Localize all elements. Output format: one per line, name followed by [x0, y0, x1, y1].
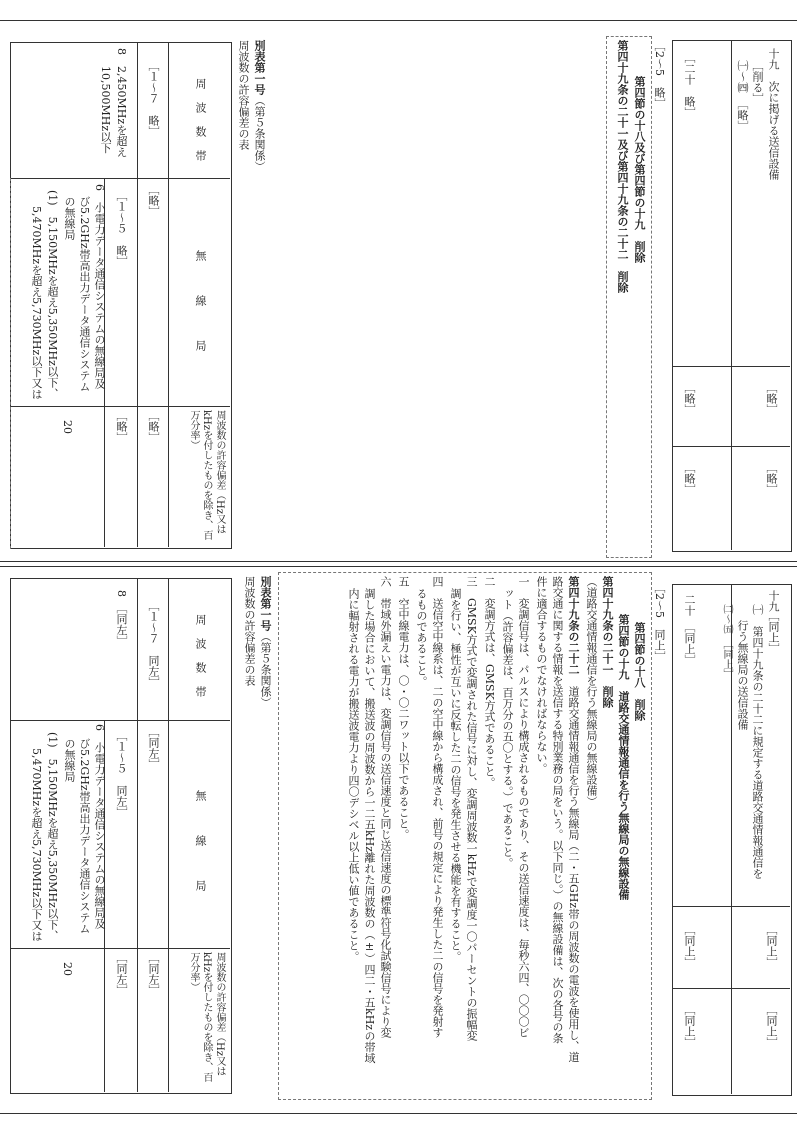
top-row-divider [731, 40, 732, 550]
bottom-20-v3: ［同上］ [683, 1004, 696, 1048]
bottom-row-1-7-v2: ［同左］ [147, 726, 160, 770]
bottom-art-49-22-line1 [566, 576, 580, 1062]
top-20-v3: ［略］ [683, 462, 696, 495]
bottom-art-49-22-head: 第四十九条の二十二 [567, 576, 580, 675]
top-tbl-header-line [168, 42, 169, 547]
bottom-item-3b: 調を行い、極性が互いに反転した二の信号を発生させる機能を有すること。 [449, 588, 462, 962]
bottom-item-1a: 一 変調信号は、パルスにより構成されるものであり、その送信速度は、毎秒六四、〇〇〇ビ [517, 576, 530, 1038]
bottom-row-8-6-b: び5.2GHz帯高出力データ通信システム [78, 738, 91, 934]
bottom-tbl-header-line [168, 578, 169, 1092]
top-20-label: ［二十 略］ [683, 52, 696, 118]
top-tbl-dash [10, 178, 11, 549]
top-row-1-7-v2: ［略］ [147, 184, 160, 217]
bottom-header-tol: 周波数の許容偏差（Hz又はkHzを付したものを除き、百万分率） [188, 952, 225, 1083]
top-appendix-sub: 周波数の許容偏差の表 [237, 40, 250, 150]
bottom-row-1-7: ［１〜７ 同左］ [147, 600, 160, 688]
bottom-appendix-heading [258, 576, 272, 708]
bottom-appendix-title: 別表第一号 [259, 576, 272, 631]
top-row-8-6-1-b: 5,470MHzを超え5,730MHz以下又は [30, 206, 43, 400]
top-row-8-1-5: ［１〜５ 略］ [115, 190, 128, 267]
top-border [0, 20, 797, 21]
bottom-item-1b: ット（許容偏差は、百万分の五〇とする。）であること。 [501, 588, 514, 869]
bottom-item-6a: 六 帯域外漏えい電力は、変調信号の送信速度と同じ送信速度の標準符号化試験信号により変 [379, 576, 392, 1038]
bottom-art-49-22-text3: 件に適合するものでなければならない。 [535, 576, 548, 774]
top-19-title: 十九 次に掲げる送信設備 [767, 48, 780, 180]
bottom-row-8-6-1-tol: 20 [61, 962, 74, 976]
top-19-del: ［削る］ [751, 60, 764, 104]
top-row-8-6-a: 6 小電力データ通信システムの無線局及 [93, 184, 106, 389]
bottom-row-8-6-a: 6 小電力データ通信システムの無線局及 [93, 724, 106, 929]
bottom-art-2-5: ［2〜5 同上］ [653, 582, 666, 662]
top-header-freq: 周 波 数 帯 [194, 78, 207, 162]
top-row-8-1-5-v3: ［略］ [115, 410, 128, 443]
bottom-item-4b: るものであること。 [415, 588, 428, 687]
top-tbl-col2 [10, 406, 230, 407]
bottom-row-8-num: 8 ［同左］ [115, 590, 128, 647]
top-tbl-row1-line [137, 42, 138, 547]
top-appendix-heading [252, 40, 266, 172]
top-19-v2: ［略］ [765, 382, 778, 415]
bottom-row-h1 [672, 906, 790, 907]
bottom-row-8-6-c: の無線局 [63, 738, 76, 782]
bottom-tbl-col2 [10, 948, 230, 949]
bottom-tbl-col1 [10, 720, 230, 721]
bottom-19-line2: 行う無線局の送信設備 [736, 620, 749, 730]
top-row-h1 [672, 366, 790, 367]
bottom-sec-19: 第四節の十九 道路交通情報通信を行う無線局の無線設備 [617, 614, 630, 900]
bottom-20-v2: ［同上］ [683, 924, 696, 968]
top-20-v2: ［略］ [683, 382, 696, 415]
bottom-row-8-6-1-a: (1) 5,150MHzを超え5,350MHz以下、 [46, 732, 59, 941]
top-row-8-6-1-a: (1) 5,150MHzを超え5,350MHz以下、 [46, 190, 59, 399]
bottom-header-freq: 周 波 数 帯 [194, 614, 207, 698]
bottom-row-8-1-5: ［１〜５ 同左］ [115, 730, 128, 818]
mid-border-1 [0, 561, 797, 562]
bottom-art-49-22-note: （道路交通情報通信を行う無線局の無線設備） [585, 576, 598, 807]
top-tbl-col1 [10, 178, 230, 179]
top-19-v3: ［略］ [765, 462, 778, 495]
top-row-8-6-1-tol: 20 [61, 420, 74, 434]
bottom-19-same: ［同上］ [767, 610, 780, 654]
top-art-2-5: ［2〜5 略］ [653, 40, 666, 109]
top-row-8-num: 8 [115, 48, 128, 55]
bottom-item-2: 二 変調方式は、GMSK方式であること。 [483, 576, 496, 788]
top-19-sub: ㈠〜㈣ ［略］ [736, 60, 749, 132]
bottom-tbl-row1-line [137, 578, 138, 1092]
bottom-item-4a: 四 送信空中線系は、二の空中線から構成され、前号の規定により発生した二の信号を発射す [431, 576, 444, 1038]
bottom-19-title: 十九 [767, 590, 780, 612]
top-row-1-7-v3: ［略］ [147, 410, 160, 443]
bottom-row-1-7-v3: ［同左］ [147, 952, 160, 996]
top-row-8-freq-b: 10,500MHz以下 [99, 66, 112, 154]
bottom-item-5: 五 空中線電力は、〇・〇二ワット以下であること。 [397, 576, 410, 840]
bottom-row-h2 [672, 988, 790, 989]
bottom-appendix-ref: （第５条関係） [259, 631, 272, 708]
bottom-item-3a: 三 GMSK方式で変調された信号に対し、変調周波数一kHzで変調度一〇パーセントの振幅変 [465, 576, 478, 1041]
bottom-art-49-22-text2: 路交通に関する情報を送信する特別業務の局をいう。以下同じ。）の無線設備は、次の各号の条 [551, 576, 564, 1044]
top-row-8-freq-a: 2,450MHzを超え [115, 66, 128, 158]
top-row-8-6-c: の無線局 [63, 196, 76, 240]
bottom-art-49-22-text1: 道路交通情報通信を行う無線局（二・五GHz帯の周波数の電波を使用し、道 [567, 686, 580, 1063]
bottom-header-station: 無 線 局 [194, 790, 207, 895]
top-sec-title-2: 第四十九条の二十一及び第四十九条の二十二 削除 [616, 40, 629, 293]
top-appendix-title: 別表第一号 [253, 40, 266, 95]
top-appendix-ref: （第５条関係） [253, 95, 266, 172]
mid-border-2 [0, 566, 797, 567]
bottom-art-49-21: 第四十九条の二十一 削除 [601, 576, 614, 708]
bottom-19-v3: ［同上］ [765, 1004, 778, 1048]
top-row-1-7: ［１〜７ 略］ [147, 60, 160, 137]
bottom-sec-18: 第四節の十八 削除 [633, 622, 646, 721]
bottom-item-6b: 調した場合において、搬送波の周波数から一二五kHz離れた周波数の（±）四二・五kHzの帯域 [363, 588, 376, 1064]
bottom-item-6c: 内に輻射される電力が搬送波電力より四〇デシベル以上低い値であること。 [347, 588, 360, 962]
bottom-row-8-1-5-v3: ［同左］ [115, 952, 128, 996]
bottom-19-v2: ［同上］ [765, 924, 778, 968]
top-sec-title-1: 第四節の十八及び第四節の十九 削除 [633, 76, 646, 263]
bottom-row-8-6-1-b: 5,470MHzを超え5,730MHz以下又は [30, 748, 43, 942]
top-row-h2 [672, 446, 790, 447]
top-row-8-6-b: び5.2GHz帯高出力データ通信システム [78, 196, 91, 392]
bottom-19-sub: ㈡〜㈤ ［同上］ [721, 604, 732, 679]
bottom-19-line1: ㈠ 第四十九条の二十二に規定する道路交通情報通信を [751, 604, 764, 879]
bottom-20-label: 二十 ［同上］ [683, 594, 696, 666]
top-header-station: 無 線 局 [194, 250, 207, 355]
top-header-tol: 周波数の許容偏差（Hz又はkHzを付したものを除き、百万分率） [188, 410, 225, 541]
bottom-appendix-sub: 周波数の許容偏差の表 [243, 576, 256, 686]
bottom-border [0, 1113, 797, 1114]
